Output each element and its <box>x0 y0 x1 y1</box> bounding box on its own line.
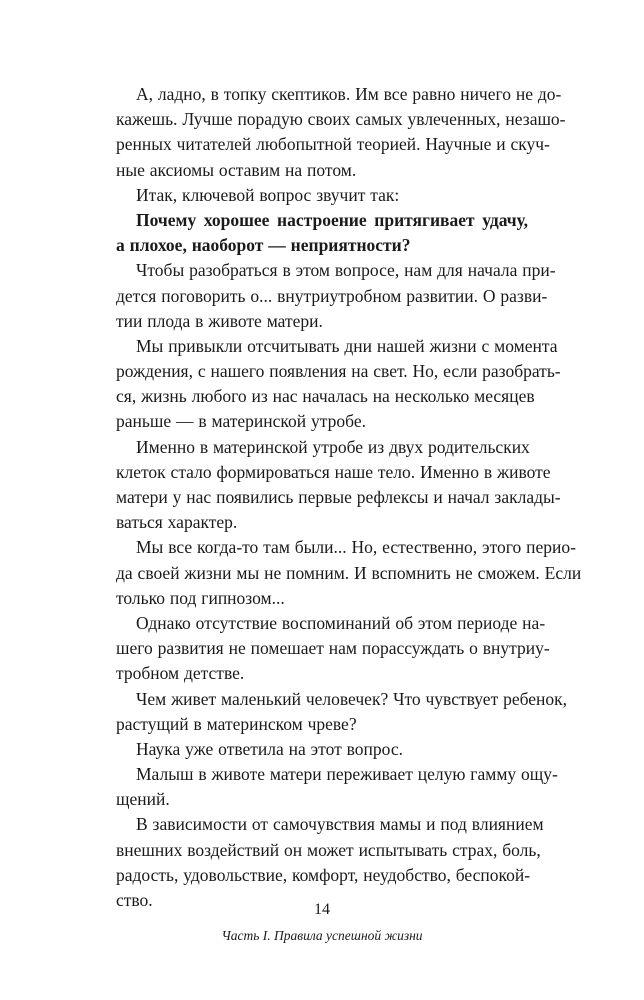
text-line: Малыш в животе матери переживает целую гамму ощу- <box>136 764 558 785</box>
running-footer: Часть I. Правила успешной жизни <box>221 928 423 943</box>
text-line: тии плода в животе матери. <box>116 310 323 331</box>
text-line: ство. <box>116 890 153 910</box>
body-text <box>116 82 582 913</box>
text-line: ваться характер. <box>116 512 238 533</box>
text-line: А, ладно, в топку скептиков. Им все равно ничего не до- <box>136 84 562 104</box>
text-line: растущий в материнском чреве? <box>116 713 357 734</box>
text-line: Именно в материнской утробе из двух родительских <box>136 436 530 457</box>
text-line: Мы все когда-то там были... Но, естественно, этого перио- <box>136 537 576 558</box>
text-line: Итак, ключевой вопрос звучит так: <box>136 184 400 205</box>
text-line: Однако отсутствие воспоминаний об этом периоде на- <box>136 612 546 633</box>
text-line: радость, удовольствие, комфорт, неудобство, беспокой- <box>116 864 531 885</box>
text-line: ся, жизнь любого из нас началась на несколько месяцев <box>116 386 535 407</box>
text-line: шего развития не помешает нам порассуждать о внутриу- <box>116 638 550 659</box>
text-line: матери у нас появились первые рефлексы и начал заклады- <box>116 487 561 507</box>
text-line: внешних воздействий он может испытывать страх, боль, <box>116 839 541 860</box>
text-line: кажешь. Лучше порадую своих самых увлеченных, незашо- <box>116 109 566 130</box>
text-line: Мы привыкли отсчитывать дни нашей жизни с момента <box>136 335 558 356</box>
text-line: ренных читателей любопытной теорией. Научные и скуч- <box>116 134 550 155</box>
text-line: Чем живет маленький человечек? Что чувствует ребенок, <box>136 688 568 709</box>
text-line: Наука уже ответила на этот вопрос. <box>136 738 403 759</box>
text-line: только под гипнозом... <box>116 587 285 608</box>
bold-question-line: Почему хорошее настроение притягивает удачу, <box>136 209 528 230</box>
page-number: 14 <box>314 901 330 918</box>
text-line: ные аксиомы оставим на потом. <box>116 159 357 180</box>
text-line: клеток стало формироваться наше тело. Именно в животе <box>116 461 551 482</box>
bold-question-line: а плохое, наоборот — неприятности? <box>116 235 411 256</box>
text-line: Чтобы разобраться в этом вопросе, нам для начала при- <box>136 260 556 281</box>
text-line: дется поговорить о... внутриутробном развитии. О разви- <box>116 285 548 306</box>
text-line: да своей жизни мы не помним. И вспомнить не сможем. Если <box>116 562 582 583</box>
text-line: раньше — в материнской утробе. <box>116 411 366 432</box>
text-line: тробном детстве. <box>116 663 245 684</box>
text-line: рождения, с нашего появления на свет. Но, если разобрать- <box>116 361 561 382</box>
text-line: В зависимости от самочувствия мамы и под влиянием <box>136 814 544 835</box>
text-line: щений. <box>116 789 170 810</box>
